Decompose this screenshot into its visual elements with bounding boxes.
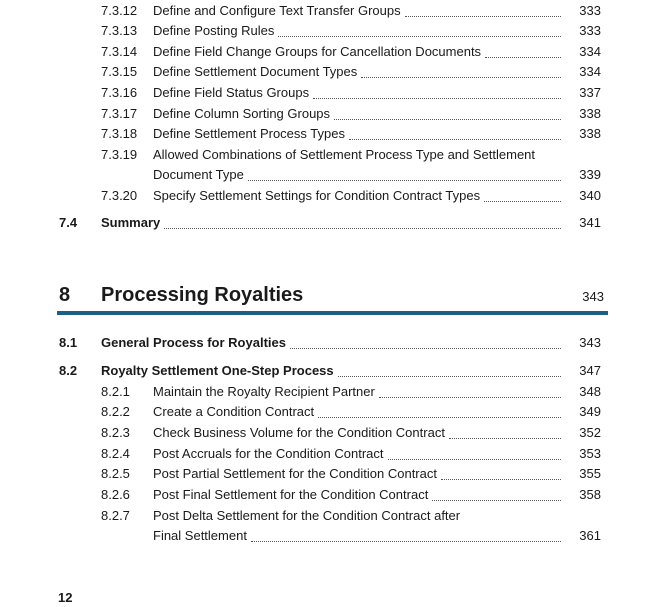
toc-entry[interactable] (0, 42, 645, 62)
entry-page: 340 (579, 188, 601, 203)
entry-number: 7.3.13 (101, 23, 138, 38)
entry-page: 338 (579, 126, 601, 141)
entry-title: Define Posting Rules (153, 23, 275, 38)
dot-leader (484, 201, 561, 202)
toc-entry[interactable] (0, 124, 645, 144)
entry-number: 8.2.7 (101, 508, 130, 523)
toc-entry[interactable] (0, 485, 645, 505)
toc-entry[interactable] (0, 423, 645, 443)
dot-leader (278, 36, 561, 37)
entry-title: Maintain the Royalty Recipient Partner (153, 384, 375, 399)
dot-leader (379, 397, 561, 398)
dot-leader (290, 348, 561, 349)
dot-leader (449, 438, 561, 439)
entry-title: Post Accruals for the Condition Contract (153, 446, 384, 461)
entry-title: Create a Condition Contract (153, 404, 315, 419)
dot-leader (441, 479, 561, 480)
section-page: 347 (579, 363, 601, 378)
toc-section-summary[interactable] (0, 213, 645, 233)
section-number: 8.2 (59, 363, 78, 378)
toc-entry[interactable] (0, 21, 645, 41)
entry-page: 334 (579, 44, 601, 59)
entry-page: 349 (579, 404, 601, 419)
chapter-title: Processing Royalties (101, 284, 304, 306)
toc-entry[interactable] (0, 145, 645, 165)
toc-entry[interactable] (0, 1, 645, 21)
toc-section[interactable] (0, 333, 645, 353)
entry-title: Define Field Status Groups (153, 85, 310, 100)
dot-leader (248, 180, 561, 181)
dot-leader (485, 57, 561, 58)
entry-number: 7.3.17 (101, 106, 138, 121)
toc-entry[interactable] (0, 104, 645, 124)
toc-entry-continuation[interactable] (0, 526, 645, 546)
entry-page: 353 (579, 446, 601, 461)
entry-title: Define Column Sorting Groups (153, 106, 331, 121)
entry-number: 7.3.12 (101, 3, 138, 18)
entry-title-continued: Document Type (153, 167, 244, 182)
toc-section[interactable] (0, 361, 645, 381)
entry-page: 337 (579, 85, 601, 100)
chapter-number: 8 (59, 284, 71, 306)
entry-title: Check Business Volume for the Condition Contract (153, 425, 445, 440)
toc-entry[interactable] (0, 83, 645, 103)
entry-number: 8.2.4 (101, 446, 130, 461)
entry-page: 348 (579, 384, 601, 399)
entry-page: 339 (579, 167, 601, 182)
chapter-divider (57, 311, 608, 315)
entry-number: 7.3.19 (101, 147, 138, 162)
entry-title: Define Field Change Groups for Cancellation Documents (153, 44, 482, 59)
entry-number: 8.2.6 (101, 487, 130, 502)
dot-leader (251, 541, 561, 542)
entry-title-continued: Final Settlement (153, 528, 247, 543)
entry-title: Specify Settlement Settings for Condition Contract Types (153, 188, 481, 203)
dot-leader (432, 500, 561, 501)
section-page: 343 (579, 335, 601, 350)
entry-title: Allowed Combinations of Settlement Process Type and Settlement (153, 147, 536, 162)
entry-page: 361 (579, 528, 601, 543)
section-title: Royalty Settlement One-Step Process (101, 363, 334, 378)
dot-leader (349, 139, 561, 140)
dot-leader (405, 16, 561, 17)
dot-leader (338, 376, 561, 377)
entry-page: 358 (579, 487, 601, 502)
section-title: Summary (101, 215, 161, 230)
entry-title: Post Final Settlement for the Condition Contract (153, 487, 429, 502)
entry-number: 7.3.16 (101, 85, 138, 100)
entry-number: 7.3.14 (101, 44, 138, 59)
dot-leader (334, 119, 561, 120)
page-number: 12 (58, 590, 73, 605)
chapter-heading[interactable] (59, 282, 609, 312)
entry-number: 8.2.3 (101, 425, 130, 440)
entry-number: 7.3.15 (101, 64, 138, 79)
toc-entry[interactable] (0, 62, 645, 82)
chapter-page: 343 (582, 289, 604, 304)
entry-page: 352 (579, 425, 601, 440)
dot-leader (388, 459, 561, 460)
dot-leader (313, 98, 561, 99)
entry-title: Post Partial Settlement for the Condition Contract (153, 466, 437, 481)
entry-number: 8.2.2 (101, 404, 130, 419)
toc-entry[interactable] (0, 382, 645, 402)
entry-number: 7.3.18 (101, 126, 138, 141)
section-title: General Process for Royalties (101, 335, 286, 350)
entry-number: 8.2.5 (101, 466, 130, 481)
entry-page: 338 (579, 106, 601, 121)
toc-entry[interactable] (0, 444, 645, 464)
toc-entry[interactable] (0, 186, 645, 206)
entry-number: 8.2.1 (101, 384, 130, 399)
entry-number: 7.3.20 (101, 188, 138, 203)
section-page: 341 (579, 215, 601, 230)
entry-title: Post Delta Settlement for the Condition Contract after (153, 508, 461, 523)
entry-title: Define Settlement Process Types (153, 126, 345, 141)
entry-title: Define and Configure Text Transfer Groups (153, 3, 401, 18)
entry-title: Define Settlement Document Types (153, 64, 358, 79)
dot-leader (164, 228, 561, 229)
toc-entry[interactable] (0, 464, 645, 484)
dot-leader (318, 417, 561, 418)
toc-entry[interactable] (0, 506, 645, 526)
dot-leader (361, 77, 561, 78)
entry-page: 333 (579, 3, 601, 18)
section-number: 7.4 (59, 215, 78, 230)
entry-page: 333 (579, 23, 601, 38)
entry-page: 355 (579, 466, 601, 481)
section-number: 8.1 (59, 335, 78, 350)
toc-entry-continuation[interactable] (0, 165, 645, 185)
entry-page: 334 (579, 64, 601, 79)
toc-entry[interactable] (0, 402, 645, 422)
